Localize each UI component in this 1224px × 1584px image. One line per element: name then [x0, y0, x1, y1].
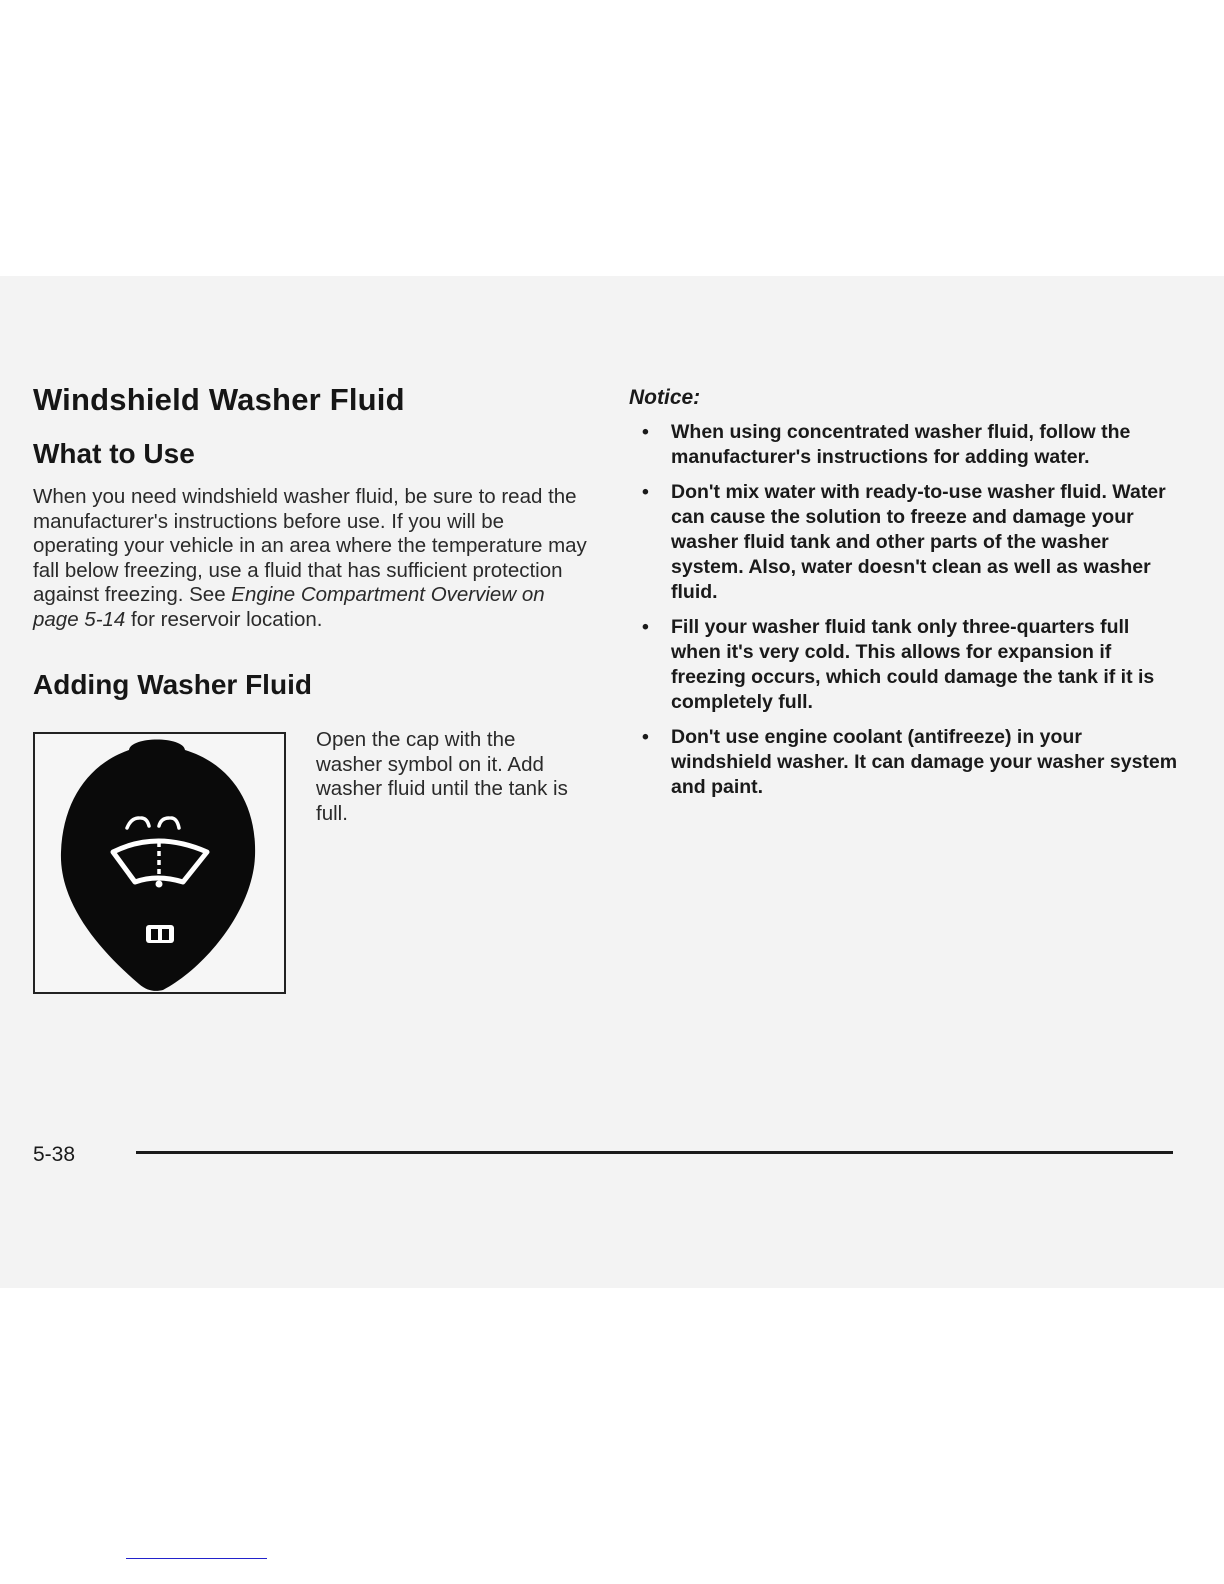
notice-list: [640, 420, 1180, 810]
washer-cap-icon: [35, 734, 284, 992]
owners-manual-icon: [146, 925, 174, 943]
section-heading-adding-washer-fluid: Adding Washer Fluid: [33, 669, 312, 700]
list-item: [640, 725, 1180, 800]
figure-caption: Open the cap with the washer symbol on it. Add washer fluid until the tank is full.: [316, 728, 568, 825]
cross-reference-link[interactable]: Engine Compartment Overview on page 5-14: [33, 583, 545, 631]
bullet-icon: •: [642, 481, 649, 503]
bullet-icon: •: [642, 421, 649, 443]
what-to-use-paragraph: [33, 485, 593, 632]
page-title: Windshield Washer Fluid: [33, 382, 405, 417]
cap-body: [61, 740, 255, 991]
notice-item-text: When using concentrated washer fluid, follow the manufacturer's instructions for adding water.: [671, 421, 1131, 468]
list-item: [640, 420, 1180, 470]
section-heading-what-to-use: What to Use: [33, 438, 195, 469]
notice-item-text: Fill your washer fluid tank only three-quarters full when it's very cold. This allows for expansion if freezing occurs, which could damage the tank if it is completely full.: [671, 616, 1155, 713]
page-number: 5-38: [33, 1143, 76, 1166]
washer-cap-illustration: [33, 732, 286, 994]
list-item: [640, 480, 1180, 605]
bullet-icon: •: [642, 616, 649, 638]
notice-label: Notice:: [629, 386, 701, 409]
notice-item-text: Don't mix water with ready-to-use washer fluid. Water can cause the solution to freeze and damage your washer fluid tank and other parts of the washer system. Also, water doesn't clean as well as washer fluid.: [671, 481, 1166, 603]
notice-item-text: Don't use engine coolant (antifreeze) in your windshield washer. It can damage your washer system and paint.: [671, 726, 1178, 798]
bullet-icon: •: [642, 726, 649, 748]
paragraph-text: When you need windshield washer fluid, be sure to read the manufacturer's instructions before use. If you will be operating your vehicle in an area where the temperature may fall below freezing, use a fluid that has sufficient protection against freezing. See: [33, 485, 587, 606]
paragraph-text-end: for reservoir location.: [125, 607, 323, 631]
footer-divider: [136, 1151, 1173, 1154]
list-item: [640, 615, 1180, 715]
link-underline: [126, 1558, 267, 1559]
